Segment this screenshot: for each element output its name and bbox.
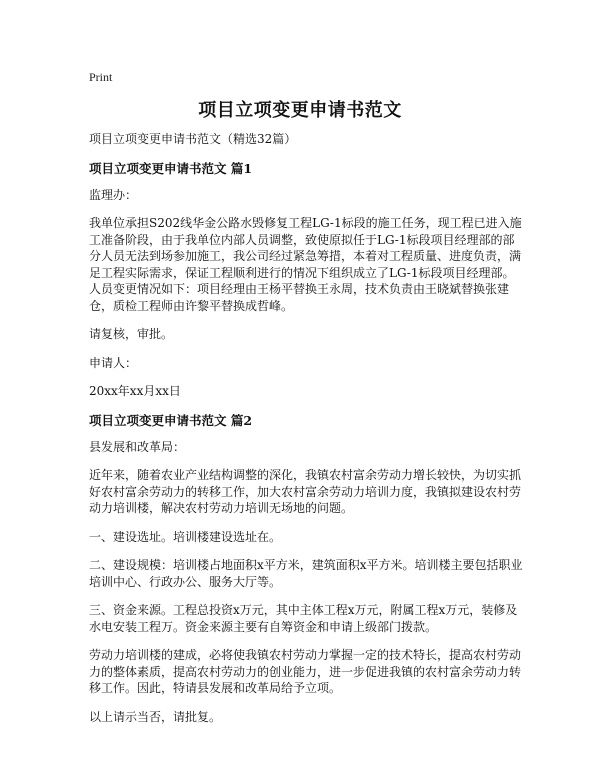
print-link[interactable]: Print xyxy=(89,70,113,84)
document-body xyxy=(89,131,525,737)
section2-heading: 项目立项变更申请书范文 篇2 xyxy=(89,412,253,428)
section2-conclusion: 劳动力培训楼的建成，必将使我镇农村劳动力掌握一定的技术特长，提高农村劳动力的整体素质，提高农村劳动力的创业能力，进一步促进我镇的农村富余劳动力转移工作。因此，特请县发展和改革局给予立项。 xyxy=(89,648,522,695)
section1-salutation: 监理办： xyxy=(89,187,138,202)
section1-body: 我单位承担S202线华金公路水毁修复工程LG-1标段的施工任务，现工程已进入施工准备阶段，由于我单位内部人员调整，致使原拟任于LG-1标段项目经理部的部分人员无法到场参加施工，我公司经过紧急筹措，本着对工程质量、进度负责，满足工程实际需求，保证工程顺利进行的情况下组织成立了LG-1标段项目经理部。人员变更情况如下：项目经理由王杨平替换王永周，技术负责由王晓斌替换张建仓，质检工程师由许黎平替换成哲峰。 xyxy=(89,216,522,313)
page-title: 项目立项变更申请书范文 xyxy=(198,100,402,121)
section2-point1: 一、建设选址。培训楼建设选址在。 xyxy=(89,529,282,544)
section1-date: 20xx年xx月xx日 xyxy=(89,384,181,398)
section2-salutation: 县发展和改革局： xyxy=(89,439,186,454)
section2-closing: 以上请示当否，请批复。 xyxy=(89,709,222,724)
subtitle: 项目立项变更申请书范文（精选32篇） xyxy=(89,132,297,146)
section2-point3: 三、资金来源。工程总投资x万元，其中主体工程x万元，附属工程x万元，装修及水电安装工程万。资金来源主要有自筹资金和申请上级部门拨款。 xyxy=(89,603,518,634)
section2-intro: 近年来，随着农业产业结构调整的深化，我镇农村富余劳动力增长较快，为切实抓好农村富余劳动力的转移工作，加大农村富余劳动力培训力度，我镇拟建设农村劳动力培训楼，解决农村劳动力培训无场地的问题。 xyxy=(89,468,522,515)
section2-point2: 二、建设规模：培训楼占地面积x平方米，建筑面积x平方米。培训楼主要包括职业培训中心、行政办公、服务大厅等。 xyxy=(89,558,523,589)
section1-heading: 项目立项变更申请书范文 篇1 xyxy=(89,160,253,176)
section1-request: 请复核，审批。 xyxy=(89,327,174,341)
section1-applicant: 申请人： xyxy=(89,355,138,370)
